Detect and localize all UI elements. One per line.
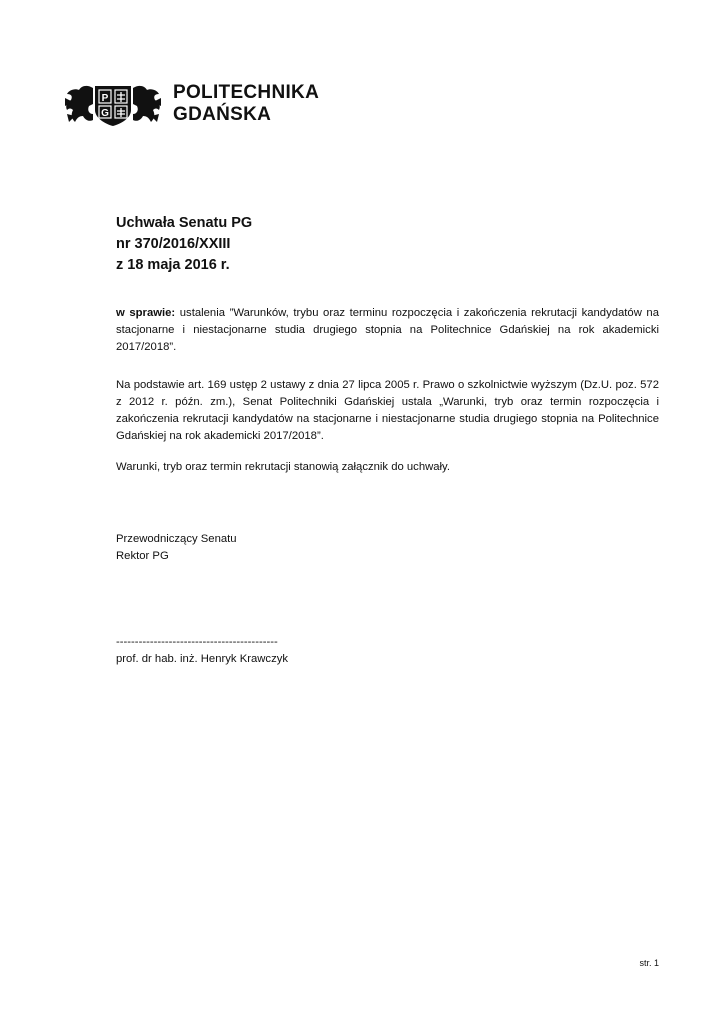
university-logo <box>63 80 319 128</box>
shield-letter-g: G <box>101 108 109 119</box>
title-line-2: nr 370/2016/XXIII <box>116 236 231 252</box>
signature-roles <box>116 531 237 565</box>
subject-text: ustalenia ”Warunków, trybu oraz terminu rozpoczęcia i zakończenia rekrutacji kandydatów na stacjonarne i niestacjonarne studia drugiego stopnia na Politechnice Gdańskiej na rok akademicki 2017/2018”. <box>116 307 659 353</box>
signature-line: ------------------------------------------- <box>116 636 278 648</box>
shield-letter-p: P <box>101 93 109 104</box>
title-line-3: z 18 maja 2016 r. <box>116 257 230 273</box>
signature-role-1: Przewodniczący Senatu <box>116 533 237 545</box>
legal-basis-paragraph: Na podstawie art. 169 ustęp 2 ustawy z dnia 27 lipca 2005 r. Prawo o szkolnictwie wyższym (Dz.U. poz. 572 z 2012 r. późn. zm.), Senat Politechniki Gdańskiej ustala „Warunki, tryb oraz termin rozpoczęcia i zakończenia rekrutacji kandydatów na stacjonarne i niestacjonarne studia drugiego stopnia na Politechnice Gdańskiej na rok akademicki 2017/2018”. <box>116 379 659 442</box>
logo-line-1: POLITECHNIKA <box>173 82 320 103</box>
signature-block <box>116 634 288 668</box>
logo-line-2: GDAŃSKA <box>173 104 272 125</box>
logo-wordmark <box>173 82 319 126</box>
page-number: str. 1 <box>639 958 659 968</box>
resolution-title <box>116 213 252 276</box>
signature-role-2: Rektor PG <box>116 550 169 562</box>
signatory-name: prof. dr hab. inż. Henryk Krawczyk <box>116 653 289 665</box>
attachment-paragraph: Warunki, tryb oraz termin rekrutacji stanowią załącznik do uchwały. <box>116 461 451 473</box>
crest-lions-icon <box>63 80 163 128</box>
subject-paragraph <box>116 305 659 356</box>
title-line-1: Uchwała Senatu PG <box>116 215 253 231</box>
subject-lead: w sprawie: <box>116 307 176 319</box>
